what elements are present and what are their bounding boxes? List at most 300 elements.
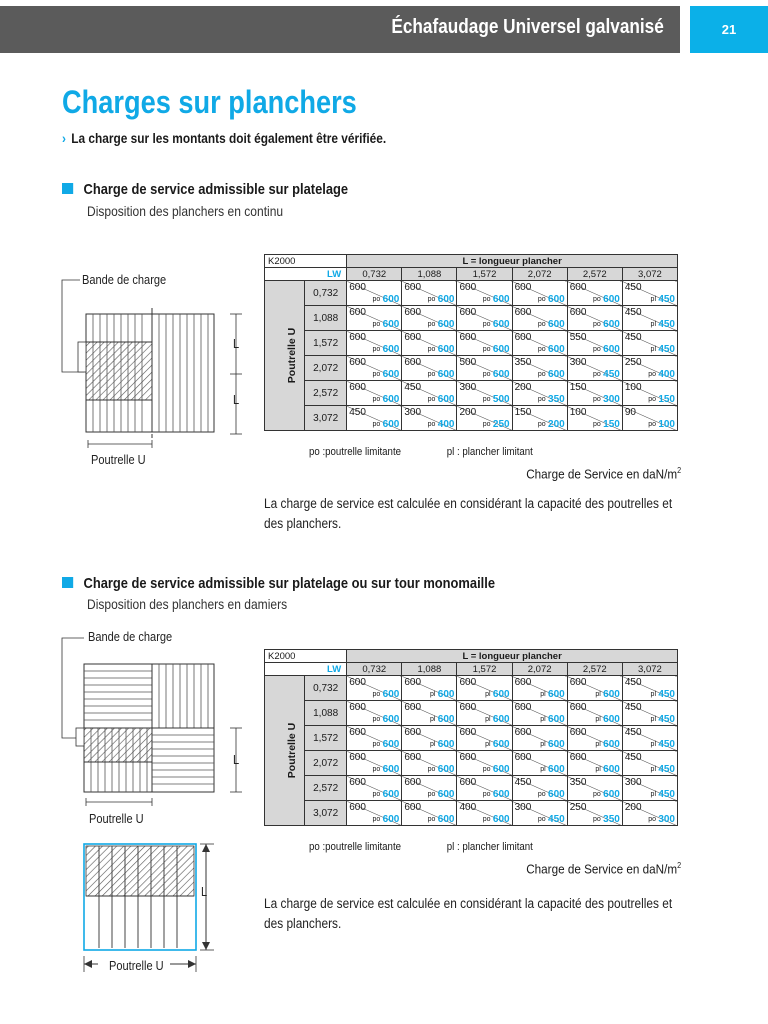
cell-limit-value: 600 bbox=[603, 344, 620, 355]
cell-limit-flag: po bbox=[482, 766, 491, 773]
table-corner: K2000 bbox=[265, 650, 347, 663]
column-header: 1,572 bbox=[457, 663, 512, 676]
span-header: L = longueur plancher bbox=[347, 255, 678, 268]
continuous-layout-drawing bbox=[0, 262, 260, 472]
cell-load-value: 200 bbox=[514, 382, 532, 393]
cell-load-value: 600 bbox=[349, 307, 366, 318]
cell-load-value: 600 bbox=[404, 702, 422, 713]
page-number: 21 bbox=[690, 6, 768, 53]
cell-load-value: 600 bbox=[349, 332, 366, 343]
cell-limit-value: 600 bbox=[437, 319, 455, 330]
cell-limit-flag: po bbox=[372, 791, 381, 798]
table-cell bbox=[402, 676, 457, 701]
cell-load-value: 600 bbox=[514, 702, 532, 713]
tower-label-beam: Poutrelle U bbox=[109, 958, 164, 973]
cell-load-value: 300 bbox=[404, 407, 422, 418]
table-cell bbox=[622, 701, 677, 726]
cell-load-value: 250 bbox=[624, 357, 642, 368]
column-header: 2,072 bbox=[512, 268, 567, 281]
cell-limit-value: 450 bbox=[658, 344, 675, 355]
cell-limit-value: 450 bbox=[658, 294, 675, 305]
cell-limit-value: 300 bbox=[658, 814, 675, 825]
cell-limit-value: 500 bbox=[492, 394, 510, 405]
cell-load-value: 150 bbox=[569, 382, 587, 393]
cell-load-value: 400 bbox=[459, 802, 477, 813]
cell-limit-value: 600 bbox=[492, 294, 510, 305]
cell-limit-flag: po bbox=[593, 421, 601, 428]
column-header: 2,572 bbox=[567, 663, 622, 676]
cell-limit-flag: po bbox=[537, 371, 546, 378]
cell-limit-value: 600 bbox=[492, 689, 510, 700]
cell-load-value: 150 bbox=[514, 407, 532, 418]
table-cell bbox=[457, 801, 512, 826]
table-cell bbox=[347, 356, 402, 381]
unit-label-continuous bbox=[526, 466, 681, 481]
table-cell bbox=[512, 406, 567, 431]
cell-limit-flag: pl bbox=[650, 296, 656, 303]
cell-load-value: 600 bbox=[404, 752, 422, 763]
note-paragraph-checkerboard: La charge de service est calculée en considérant la capacité des poutrelles et des planchers. bbox=[264, 896, 673, 931]
row-label: 1,088 bbox=[305, 306, 347, 331]
table-row bbox=[265, 306, 678, 331]
page-title: Charges sur planchers bbox=[62, 84, 357, 120]
cell-limit-flag: pl bbox=[430, 741, 436, 748]
cell-limit-value: 600 bbox=[548, 689, 565, 700]
cell-limit-flag: pl bbox=[650, 741, 656, 748]
checkerboard-layout-drawing bbox=[0, 630, 260, 990]
cell-limit-value: 450 bbox=[658, 739, 675, 750]
table-cell bbox=[402, 331, 457, 356]
table-row bbox=[265, 331, 678, 356]
unit-superscript: 2 bbox=[676, 861, 681, 870]
table-cell bbox=[457, 281, 512, 306]
cell-limit-flag: po bbox=[482, 321, 491, 328]
row-label: 3,072 bbox=[305, 406, 347, 431]
legend-pl: pl : plancher limitant bbox=[446, 446, 533, 458]
cell-limit-value: 400 bbox=[658, 369, 675, 380]
cell-load-value: 600 bbox=[569, 727, 587, 738]
cell-limit-value: 450 bbox=[658, 319, 675, 330]
table-cell bbox=[347, 751, 402, 776]
table-cell bbox=[567, 381, 622, 406]
cell-limit-value: 600 bbox=[437, 344, 455, 355]
cell-load-value: 600 bbox=[569, 702, 587, 713]
cell-limit-flag: po bbox=[648, 421, 656, 428]
cell-load-value: 600 bbox=[459, 332, 477, 343]
table-cell bbox=[402, 381, 457, 406]
row-label: 2,572 bbox=[305, 381, 347, 406]
table-cell bbox=[402, 356, 457, 381]
cell-limit-flag: pl bbox=[650, 346, 656, 353]
cell-load-value: 600 bbox=[514, 727, 532, 738]
header-bar bbox=[0, 6, 680, 53]
cell-limit-flag: po bbox=[537, 346, 546, 353]
legend-pl: pl : plancher limitant bbox=[446, 841, 533, 853]
cell-load-value: 600 bbox=[459, 282, 477, 293]
cell-load-value: 300 bbox=[514, 802, 532, 813]
cell-limit-value: 450 bbox=[658, 764, 675, 775]
cell-limit-value: 200 bbox=[548, 419, 565, 430]
cell-limit-value: 100 bbox=[658, 419, 675, 430]
cell-limit-flag: pl bbox=[595, 716, 601, 723]
cell-load-value: 450 bbox=[624, 282, 642, 293]
cell-limit-value: 600 bbox=[382, 369, 400, 380]
cell-limit-value: 600 bbox=[382, 344, 400, 355]
cell-limit-value: 400 bbox=[437, 419, 455, 430]
cell-limit-value: 600 bbox=[437, 714, 455, 725]
cell-limit-flag: po bbox=[593, 816, 601, 823]
cell-load-value: 450 bbox=[624, 752, 642, 763]
cell-limit-flag: pl bbox=[485, 691, 491, 698]
table-cell bbox=[347, 701, 402, 726]
table-row bbox=[265, 676, 678, 701]
cell-load-value: 600 bbox=[349, 677, 366, 688]
cell-limit-value: 600 bbox=[603, 789, 620, 800]
table-row bbox=[265, 701, 678, 726]
cell-limit-value: 600 bbox=[603, 319, 620, 330]
table-cell bbox=[457, 776, 512, 801]
cell-limit-value: 450 bbox=[658, 689, 675, 700]
table-cell bbox=[457, 676, 512, 701]
cell-limit-flag: po bbox=[648, 816, 656, 823]
row-label: 2,572 bbox=[305, 776, 347, 801]
cell-load-value: 600 bbox=[404, 332, 422, 343]
cell-limit-value: 600 bbox=[548, 344, 565, 355]
table-cell bbox=[402, 801, 457, 826]
drawing-label-beam: Poutrelle U bbox=[89, 811, 144, 826]
table-cell bbox=[347, 726, 402, 751]
cell-load-value: 90 bbox=[624, 407, 636, 418]
cell-load-value: 200 bbox=[624, 802, 642, 813]
cell-limit-value: 600 bbox=[492, 319, 510, 330]
cell-limit-value: 600 bbox=[548, 294, 565, 305]
unit-text: Charge de Service en daN/m bbox=[526, 466, 677, 482]
table-cell bbox=[567, 701, 622, 726]
section-heading-text: Charge de service admissible sur platelage ou sur tour monomaille bbox=[83, 575, 495, 592]
cell-limit-flag: po bbox=[593, 321, 601, 328]
column-header: 2,572 bbox=[567, 268, 622, 281]
table-cell bbox=[512, 356, 567, 381]
drawing-label-band: Bande de charge bbox=[88, 629, 173, 644]
cell-limit-flag: po bbox=[372, 766, 381, 773]
cell-limit-value: 600 bbox=[382, 714, 400, 725]
cell-limit-flag: po bbox=[372, 421, 381, 428]
row-label: 1,088 bbox=[305, 701, 347, 726]
column-header: 1,572 bbox=[457, 268, 512, 281]
cell-limit-value: 600 bbox=[382, 739, 400, 750]
table-row bbox=[265, 406, 678, 431]
section-heading-continuous bbox=[62, 181, 348, 198]
cell-limit-flag: pl bbox=[650, 321, 656, 328]
cell-load-value: 600 bbox=[569, 677, 587, 688]
legend-continuous bbox=[309, 446, 579, 458]
cell-limit-value: 600 bbox=[437, 814, 455, 825]
cell-load-value: 600 bbox=[569, 282, 587, 293]
cell-limit-value: 600 bbox=[437, 764, 455, 775]
table-row bbox=[265, 356, 678, 381]
table-cell bbox=[347, 381, 402, 406]
drawing-label-band: Bande de charge bbox=[82, 272, 167, 287]
table-cell bbox=[622, 381, 677, 406]
cell-limit-value: 600 bbox=[603, 294, 620, 305]
cell-limit-value: 600 bbox=[492, 714, 510, 725]
cell-load-value: 600 bbox=[349, 727, 366, 738]
cell-limit-flag: po bbox=[593, 346, 601, 353]
table-cell bbox=[567, 281, 622, 306]
cell-limit-flag: pl bbox=[650, 791, 656, 798]
legend-po: po :poutrelle limitante bbox=[309, 841, 402, 853]
table-cell bbox=[347, 801, 402, 826]
table-cell bbox=[347, 306, 402, 331]
table-cell bbox=[402, 726, 457, 751]
cell-limit-flag: po bbox=[593, 371, 601, 378]
cell-load-value: 450 bbox=[349, 407, 366, 418]
column-header: 1,088 bbox=[402, 268, 457, 281]
cell-load-value: 450 bbox=[624, 332, 642, 343]
cell-limit-flag: po bbox=[648, 371, 656, 378]
cell-limit-flag: po bbox=[372, 346, 381, 353]
cell-limit-value: 600 bbox=[603, 764, 620, 775]
cell-limit-flag: po bbox=[372, 816, 381, 823]
cell-limit-value: 600 bbox=[548, 714, 565, 725]
tower-label-length: L bbox=[201, 884, 208, 899]
unit-text: Charge de Service en daN/m bbox=[526, 861, 677, 877]
cell-limit-flag: pl bbox=[540, 716, 546, 723]
table-cell bbox=[457, 306, 512, 331]
cell-limit-value: 600 bbox=[437, 739, 455, 750]
drawing-label-beam: Poutrelle U bbox=[91, 452, 146, 467]
table-cell bbox=[512, 726, 567, 751]
cell-limit-flag: po bbox=[593, 396, 601, 403]
cell-limit-value: 600 bbox=[548, 764, 565, 775]
table-cell bbox=[457, 406, 512, 431]
table-cell bbox=[567, 726, 622, 751]
table-cell bbox=[347, 331, 402, 356]
cell-load-value: 600 bbox=[404, 777, 422, 788]
cell-load-value: 600 bbox=[404, 677, 422, 688]
row-label: 2,072 bbox=[305, 356, 347, 381]
table-cell bbox=[622, 751, 677, 776]
cell-limit-value: 150 bbox=[603, 419, 620, 430]
cell-load-value: 450 bbox=[514, 777, 532, 788]
row-label: 3,072 bbox=[305, 801, 347, 826]
cell-limit-flag: pl bbox=[595, 741, 601, 748]
cell-limit-flag: po bbox=[482, 396, 491, 403]
table-column-row bbox=[265, 663, 678, 676]
cell-limit-value: 350 bbox=[548, 394, 565, 405]
table-cell bbox=[512, 331, 567, 356]
section-subheading-continuous: Disposition des planchers en continu bbox=[87, 203, 284, 219]
load-table-continuous bbox=[264, 254, 678, 431]
cell-limit-value: 600 bbox=[548, 739, 565, 750]
cell-load-value: 450 bbox=[624, 307, 642, 318]
row-axis-label: Poutrelle U bbox=[286, 327, 299, 384]
cell-limit-value: 600 bbox=[382, 394, 400, 405]
table-cell bbox=[402, 701, 457, 726]
legend-checkerboard bbox=[309, 841, 579, 853]
row-label: 1,572 bbox=[305, 726, 347, 751]
cell-load-value: 600 bbox=[349, 802, 366, 813]
table-cell bbox=[567, 676, 622, 701]
unit-label-checkerboard bbox=[526, 861, 681, 876]
cell-limit-flag: po bbox=[648, 396, 656, 403]
cell-limit-value: 150 bbox=[658, 394, 675, 405]
cell-limit-flag: po bbox=[372, 396, 381, 403]
table-header-row bbox=[265, 650, 678, 663]
cell-limit-value: 300 bbox=[603, 394, 620, 405]
column-header: 2,072 bbox=[512, 663, 567, 676]
column-header: 3,072 bbox=[622, 663, 677, 676]
cell-limit-value: 600 bbox=[382, 764, 400, 775]
lw-label: LW bbox=[265, 663, 347, 676]
cell-limit-flag: po bbox=[372, 371, 381, 378]
cell-limit-value: 600 bbox=[437, 394, 455, 405]
cell-load-value: 350 bbox=[569, 777, 587, 788]
table-cell bbox=[622, 356, 677, 381]
cell-limit-value: 600 bbox=[382, 689, 400, 700]
cell-limit-flag: po bbox=[372, 321, 381, 328]
cell-load-value: 100 bbox=[569, 407, 587, 418]
cell-limit-value: 350 bbox=[603, 814, 620, 825]
table-cell bbox=[512, 306, 567, 331]
cell-limit-flag: po bbox=[427, 421, 436, 428]
table-cell bbox=[622, 801, 677, 826]
cell-limit-value: 600 bbox=[492, 369, 510, 380]
section-heading-text: Charge de service admissible sur platelage bbox=[83, 181, 349, 198]
cell-limit-value: 600 bbox=[603, 739, 620, 750]
table-cell bbox=[512, 801, 567, 826]
drawing-label-length-2: L bbox=[233, 392, 240, 407]
cell-limit-flag: pl bbox=[485, 716, 491, 723]
cell-load-value: 300 bbox=[569, 357, 587, 368]
cell-limit-flag: po bbox=[372, 741, 381, 748]
cell-limit-flag: po bbox=[537, 296, 546, 303]
section-heading-checkerboard bbox=[62, 575, 495, 592]
table-cell bbox=[457, 356, 512, 381]
row-label: 0,732 bbox=[305, 676, 347, 701]
table-cell bbox=[402, 751, 457, 776]
table-cell bbox=[622, 281, 677, 306]
note-paragraph-continuous: La charge de service est calculée en considérant la capacité des poutrelles et des planchers. bbox=[264, 496, 673, 531]
cell-load-value: 600 bbox=[459, 702, 477, 713]
cell-load-value: 300 bbox=[459, 382, 477, 393]
table-cell bbox=[457, 701, 512, 726]
cell-limit-value: 600 bbox=[548, 319, 565, 330]
cell-limit-value: 600 bbox=[492, 764, 510, 775]
cell-limit-flag: po bbox=[482, 816, 491, 823]
cell-limit-value: 450 bbox=[603, 369, 620, 380]
table-cell bbox=[622, 726, 677, 751]
table-cell bbox=[622, 676, 677, 701]
table-cell bbox=[567, 751, 622, 776]
cell-limit-value: 600 bbox=[437, 689, 455, 700]
cell-load-value: 600 bbox=[404, 727, 422, 738]
cell-load-value: 600 bbox=[514, 307, 532, 318]
table-cell bbox=[457, 331, 512, 356]
cell-load-value: 600 bbox=[569, 307, 587, 318]
table-cell bbox=[512, 281, 567, 306]
cell-limit-flag: pl bbox=[595, 766, 601, 773]
cell-load-value: 600 bbox=[459, 752, 477, 763]
table-cell bbox=[402, 406, 457, 431]
cell-load-value: 450 bbox=[624, 677, 642, 688]
cell-load-value: 600 bbox=[349, 777, 366, 788]
table-cell bbox=[457, 381, 512, 406]
cell-limit-flag: po bbox=[482, 791, 491, 798]
cell-limit-flag: po bbox=[427, 791, 436, 798]
row-label: 2,072 bbox=[305, 751, 347, 776]
cell-limit-flag: pl bbox=[540, 741, 546, 748]
cell-load-value: 600 bbox=[514, 752, 532, 763]
unit-superscript: 2 bbox=[676, 466, 681, 475]
table-cell bbox=[567, 776, 622, 801]
cell-limit-flag: po bbox=[593, 296, 601, 303]
cell-limit-value: 600 bbox=[382, 294, 400, 305]
span-header: L = longueur plancher bbox=[347, 650, 678, 663]
cell-limit-flag: po bbox=[537, 321, 546, 328]
cell-load-value: 600 bbox=[404, 802, 422, 813]
cell-limit-flag: po bbox=[372, 691, 381, 698]
cell-limit-flag: pl bbox=[430, 691, 436, 698]
cell-limit-value: 600 bbox=[492, 814, 510, 825]
cell-limit-flag: pl bbox=[650, 691, 656, 698]
row-label: 0,732 bbox=[305, 281, 347, 306]
cell-limit-flag: po bbox=[537, 421, 546, 428]
cell-limit-value: 600 bbox=[603, 714, 620, 725]
row-axis-label: Poutrelle U bbox=[286, 722, 299, 779]
cell-load-value: 600 bbox=[459, 677, 477, 688]
cell-load-value: 600 bbox=[404, 282, 422, 293]
cell-load-value: 350 bbox=[514, 357, 532, 368]
cell-limit-flag: po bbox=[482, 421, 491, 428]
cell-limit-flag: pl bbox=[650, 766, 656, 773]
table-row bbox=[265, 801, 678, 826]
header-title: Échafaudage Universel galvanisé bbox=[391, 16, 664, 38]
cell-limit-flag: po bbox=[427, 296, 436, 303]
square-bullet-icon bbox=[62, 183, 73, 194]
cell-load-value: 600 bbox=[349, 752, 366, 763]
cell-limit-flag: po bbox=[427, 346, 436, 353]
table-header-row bbox=[265, 255, 678, 268]
table-row bbox=[265, 281, 678, 306]
cell-load-value: 300 bbox=[624, 777, 642, 788]
cell-limit-flag: po bbox=[537, 396, 546, 403]
cell-limit-flag: po bbox=[482, 346, 491, 353]
table-cell bbox=[512, 751, 567, 776]
cell-limit-flag: pl bbox=[595, 691, 601, 698]
cell-limit-value: 600 bbox=[548, 789, 565, 800]
cell-limit-value: 600 bbox=[382, 319, 400, 330]
cell-limit-flag: pl bbox=[430, 716, 436, 723]
cell-limit-value: 600 bbox=[382, 814, 400, 825]
cell-limit-value: 250 bbox=[492, 419, 510, 430]
table-cell bbox=[567, 306, 622, 331]
column-header: 1,088 bbox=[402, 663, 457, 676]
table-cell bbox=[457, 751, 512, 776]
table-cell bbox=[402, 306, 457, 331]
cell-limit-flag: po bbox=[537, 791, 546, 798]
table-cell bbox=[347, 676, 402, 701]
cell-load-value: 450 bbox=[624, 727, 642, 738]
column-header: 0,732 bbox=[347, 663, 402, 676]
cell-limit-flag: po bbox=[427, 816, 436, 823]
cell-load-value: 100 bbox=[624, 382, 642, 393]
cell-limit-flag: po bbox=[372, 716, 381, 723]
cell-load-value: 600 bbox=[459, 777, 477, 788]
cell-limit-flag: po bbox=[537, 816, 546, 823]
cell-load-value: 600 bbox=[349, 702, 366, 713]
cell-limit-value: 450 bbox=[658, 714, 675, 725]
